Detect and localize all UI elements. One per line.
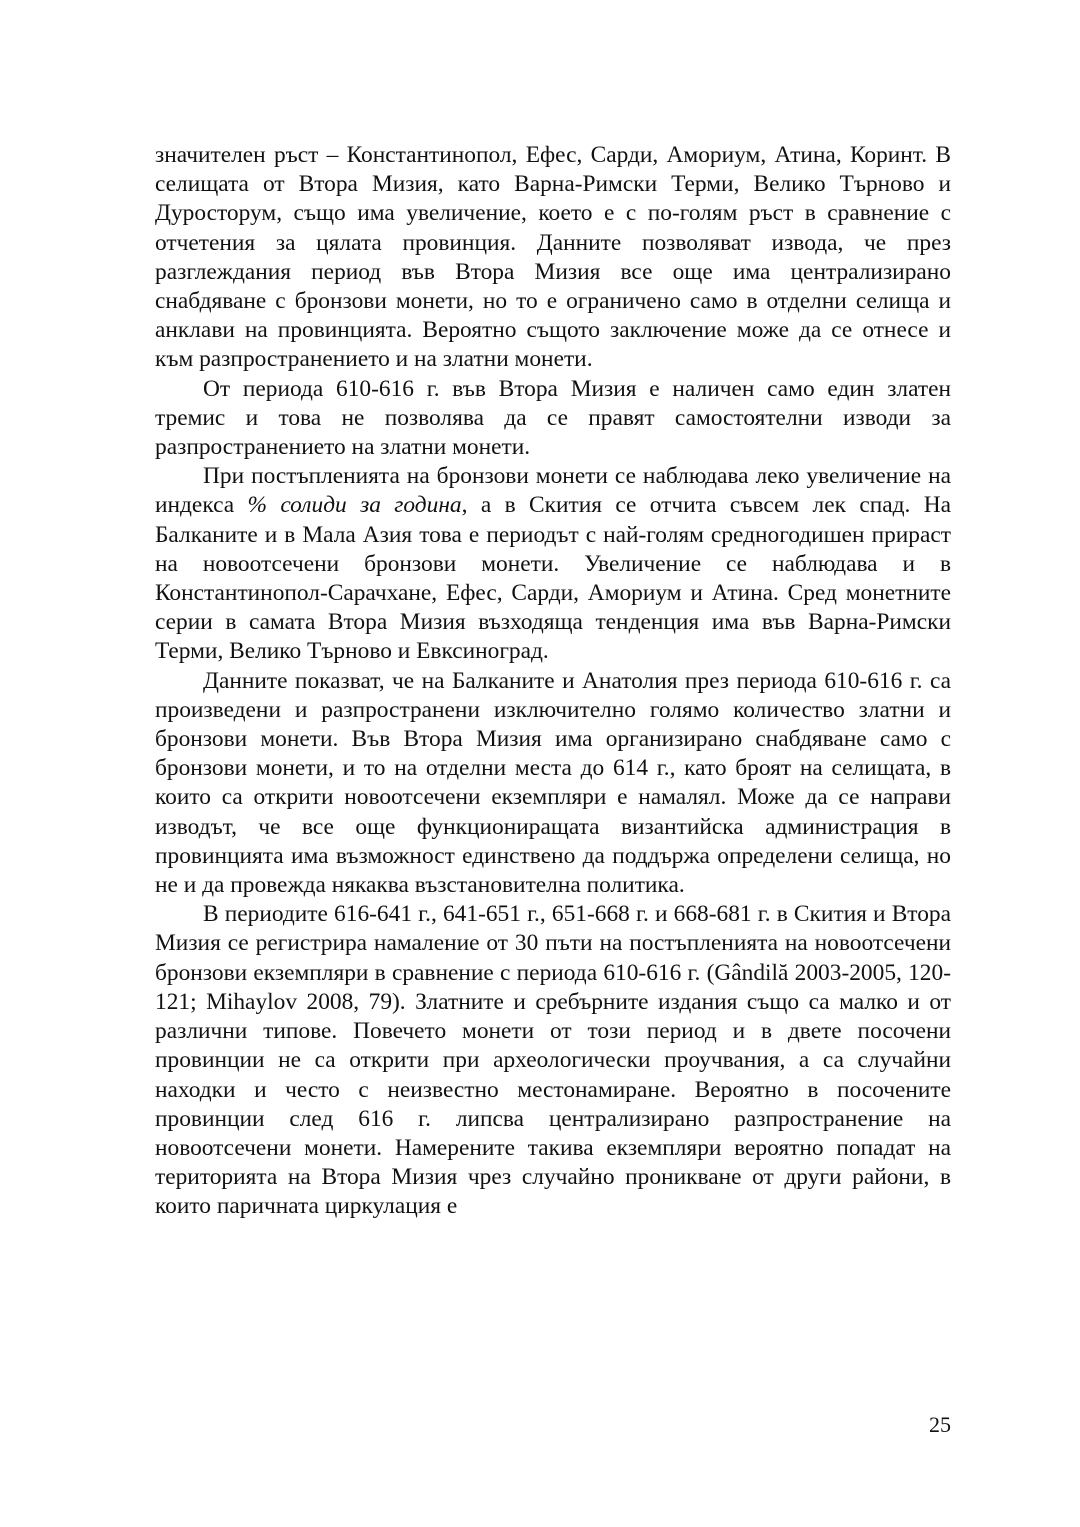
body-text <box>155 141 951 1222</box>
paragraph-4: Данните показват, че на Балканите и Анатолия през периода 610-616 г. са произведени и разпространени изключително голямо количество златни и бронзови монети. Във Втора Мизия има организирано снабдяване само с бронзови монети, и то на отделни места до 614 г., като броят на селищата, в които са открити новоотсечени екземпляри е намалял. Може да се направи изводът, че все още функциониращата византийска администрация в провинцията има възможност единствено да поддържа определени селища, но не и да провежда някаква възстановителна политика. <box>155 667 951 899</box>
paragraph-1: значителен ръст – Константинопол, Ефес, Сарди, Амориум, Атина, Коринт. В селищата от Втора Мизия, като Варна-Римски Терми, Велико Търново и Дуросторум, също има увеличение, което е с по-голям ръст в сравнение с отчетения за цялата провинция. Данните позволяват извода, че през разглеждания период във Втора Мизия все още има централизирано снабдяване с бронзови монети, но то е ограничено само в отделни селища и анклави на провинцията. Вероятно същото заключение може да се отнесе и към разпространението и на златни монети. <box>155 142 951 373</box>
paragraph-5: В периодите 616-641 г., 641-651 г., 651-668 г. и 668-681 г. в Скития и Втора Мизия се регистрира намаление от 30 пъти на постъпленията на новоотсечени бронзови екземпляри в сравнение с периода 610-616 г. (Gândilă 2003-2005, 120-121; Mihaylov 2008, 79). Златните и сребърните издания също са малко и от различни типове. Повечето монети от този период и в двете посочени провинции не са открити при археологически проучвания, а са случайни находки и често с неизвестно местонамиране. Вероятно в посочените провинции след 616 г. липсва централизирано разпространение на новоотсечени монети. Намерените такива екземпляри вероятно попадат на територията на Втора Мизия чрез случайно проникване от други райони, в които паричната циркулация е <box>155 901 951 1220</box>
paragraph-3-after: , а в Скития се отчита съвсем лек спад. На Балканите и в Мала Азия това е периодът с най-голям средногодишен прираст на новоотсечени бронзови монети. Увеличение се наблюдава и в Константинопол-Сарачхане, Ефес, Сарди, Амориум и Атина. Сред монетните серии в самата Втора Мизия възходяща тенденция има във Варна-Римски Терми, Велико Търново и Евксиноград. <box>155 492 952 665</box>
paragraph-3-before: При постъпленията на бронзови монети се наблюдава леко увеличение на индекса <box>155 463 951 519</box>
page-number: 25 <box>929 1412 951 1437</box>
paragraph-2: От периода 610-616 г. във Втора Мизия е наличен само един златен тремис и това не позволява да се правят самостоятелни изводи за разпространението на златни монети. <box>155 375 951 461</box>
paragraph-3-emphasis: % солиди за година <box>247 492 462 519</box>
paragraph-3 <box>155 462 951 666</box>
